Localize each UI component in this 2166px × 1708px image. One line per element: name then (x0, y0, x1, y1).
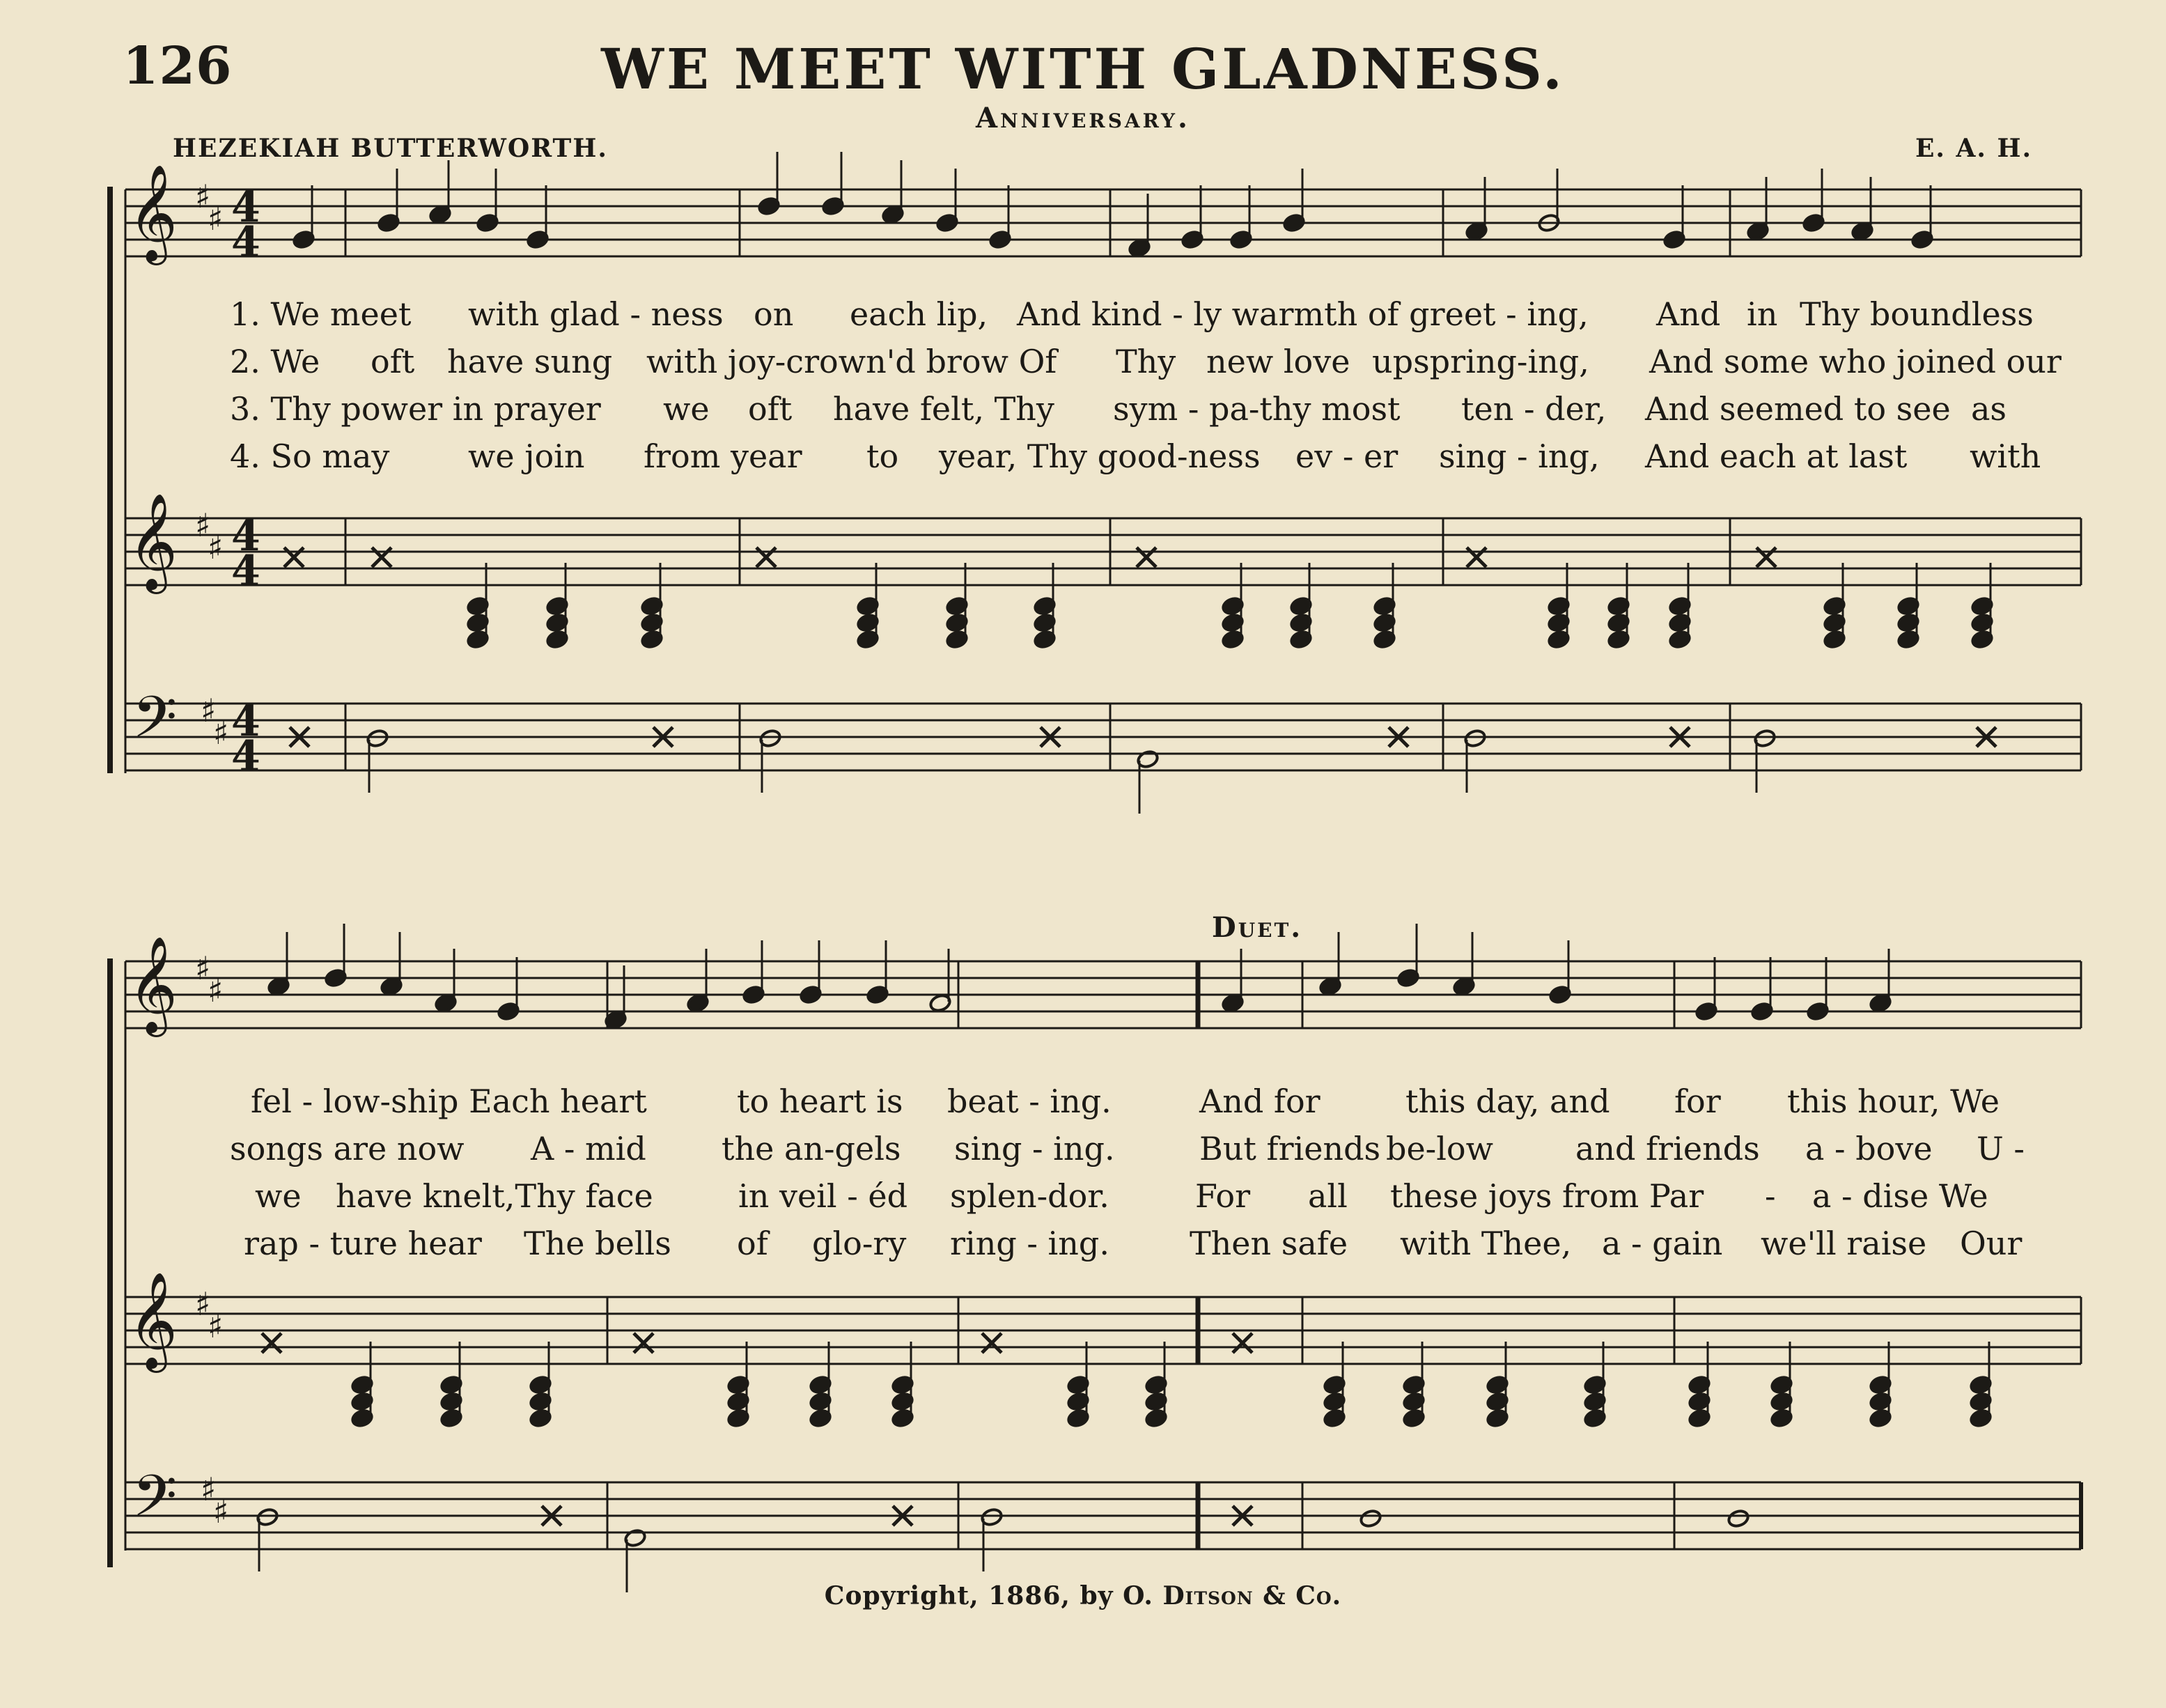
lyric-syllable: But friends (1199, 1130, 1381, 1167)
lyric-syllable: on (754, 295, 794, 333)
rest-symbol (756, 548, 776, 567)
lyric-syllable: to heart is (737, 1082, 903, 1120)
lyric-syllable: And kind - ly warmth of greet - ing, (1017, 295, 1589, 333)
page-number: 126 (123, 36, 233, 96)
lyric-syllable: ten - der, (1461, 390, 1607, 428)
lyric-syllable: with glad - ness (468, 295, 724, 333)
lyric-syllable: 3. Thy power in prayer (230, 390, 601, 428)
sharp-icon: ♯ (195, 1285, 211, 1323)
lyric-syllable: for (1674, 1082, 1721, 1120)
duet-label: Duet. (1212, 911, 1303, 944)
lyric-syllable: And each at last (1645, 437, 1908, 475)
lyric-syllable: A - mid (531, 1130, 646, 1167)
rest-symbol (372, 548, 391, 567)
lyric-syllable: a - gain (1602, 1225, 1723, 1262)
time-signature-bottom: 4 (231, 547, 260, 596)
lyric-syllable: splen-dor. (950, 1177, 1109, 1215)
lyric-syllable: have felt, Thy (833, 390, 1054, 428)
lyric-syllable: Thy (1116, 343, 1176, 380)
lyric-syllable: And for (1199, 1082, 1320, 1120)
lyric-syllable: - (1765, 1177, 1776, 1215)
bass-whole-note (1727, 1509, 1750, 1528)
time-signature-top: 4 (231, 512, 260, 561)
sharp-icon: ♯ (195, 949, 211, 987)
sharp-icon: ♯ (213, 714, 229, 752)
lyric-syllable: this hour, We (1787, 1082, 2000, 1120)
lyric-syllable: have sung (447, 343, 613, 380)
time-signature-bottom: 4 (231, 218, 260, 267)
sharp-icon: ♯ (208, 972, 224, 1009)
sharp-icon: ♯ (201, 1470, 217, 1508)
rest-symbol (1137, 548, 1156, 567)
bass-clef-icon: 𝄢 (132, 683, 178, 765)
lyric-syllable: new love (1206, 343, 1350, 380)
lyric-syllable: fel - low-ship Each heart (251, 1082, 647, 1120)
rest-symbol (1756, 548, 1776, 567)
lyric-syllable: this day, and (1405, 1082, 1610, 1120)
copyright-prefix: Copyright, 1886, by (824, 1581, 1123, 1610)
lyric-syllable: the an-gels (722, 1130, 901, 1167)
bass-clef-icon: 𝄢 (132, 1462, 178, 1544)
lyric-syllable: For (1195, 1177, 1251, 1215)
lyric-syllable: and friends (1575, 1130, 1760, 1167)
lyric-syllable: with (1970, 437, 2041, 475)
rest-symbol (634, 1333, 653, 1353)
lyric-syllable: U - (1977, 1130, 2025, 1167)
lyric-syllable: be-low (1386, 1130, 1493, 1167)
lyric-syllable: sing - ing, (1439, 437, 1600, 475)
sharp-icon: ♯ (195, 506, 211, 544)
lyric-syllable: songs are now (230, 1130, 465, 1167)
lyric-syllable: Thy boundless (1800, 295, 2034, 333)
lyric-syllable: beat - ing. (947, 1082, 1112, 1120)
treble-clef-icon: 𝄞 (128, 936, 178, 1033)
lyric-syllable: upspring-ing, (1372, 343, 1589, 380)
lyric-syllable: And (1656, 295, 1721, 333)
lyric-syllable: in veil - éd (738, 1177, 908, 1215)
lyric-syllable: of (737, 1225, 768, 1262)
sharp-icon: ♯ (201, 692, 217, 729)
lyric-syllable: in (1747, 295, 1778, 333)
lyric-syllable: we (255, 1177, 302, 1215)
lyric-syllable: we'll raise (1761, 1225, 1927, 1262)
lyric-syllable: ring - ing. (950, 1225, 1109, 1262)
lyric-syllable: ev - er (1295, 437, 1398, 475)
song-subtitle: Anniversary. (976, 102, 1190, 134)
lyric-syllable: oft (748, 390, 793, 428)
lyric-syllable: The bells (524, 1225, 671, 1262)
sharp-icon: ♯ (208, 1307, 224, 1345)
rest-symbol (284, 548, 304, 567)
lyric-syllable: Then safe (1190, 1225, 1348, 1262)
song-title: WE MEET WITH GLADNESS. (601, 36, 1565, 102)
lyric-syllable: as (1971, 390, 2007, 428)
time-signature-bottom: 4 (231, 732, 260, 781)
lyric-syllable: these joys from Par (1390, 1177, 1704, 1215)
lyric-syllable: sym - pa-thy most (1113, 390, 1401, 428)
lyric-syllable: And seemed to see (1645, 390, 1951, 428)
lyric-syllable: 2. We (230, 343, 320, 380)
sharp-icon: ♯ (213, 1493, 229, 1530)
lyric-syllable: 1. We meet (230, 295, 412, 333)
rest-symbol (1467, 548, 1486, 567)
lyric-syllable: sing - ing. (954, 1130, 1115, 1167)
copyright-notice (0, 1581, 2166, 1610)
composer-credit: E. A. H. (1915, 134, 2032, 163)
lyric-syllable: Our (1960, 1225, 2023, 1262)
lyric-syllable: a - dise We (1812, 1177, 1988, 1215)
sharp-icon: ♯ (208, 200, 224, 238)
treble-clef-icon: 𝄞 (128, 1272, 178, 1369)
sharp-icon: ♯ (208, 529, 224, 566)
time-signature-top: 4 (231, 697, 260, 746)
lyric-syllable: glo-ry (812, 1225, 907, 1262)
lyric-syllable: to (866, 437, 899, 475)
treble-clef-icon: 𝄞 (128, 493, 178, 590)
lyric-syllable: we join (468, 437, 585, 475)
treble-clef-icon: 𝄞 (128, 164, 178, 261)
lyric-syllable: we (663, 390, 710, 428)
lyric-syllable: with Thee, (1400, 1225, 1572, 1262)
rest-symbol (982, 1333, 1002, 1353)
lyric-syllable: 4. So may (230, 437, 390, 475)
time-signature-top: 4 (231, 183, 260, 232)
lyricist-credit: HEZEKIAH BUTTERWORTH. (173, 134, 608, 163)
sharp-icon: ♯ (195, 178, 211, 215)
lyric-syllable: rap - ture hear (244, 1225, 482, 1262)
lyric-syllable: all (1308, 1177, 1348, 1215)
copyright-publisher: O. Ditson & Co. (1123, 1581, 1342, 1610)
bass-whole-note (1359, 1509, 1382, 1528)
lyric-syllable: a - bove (1805, 1130, 1933, 1167)
lyric-syllable: from year (644, 437, 802, 475)
lyric-syllable: have knelt,Thy face (336, 1177, 653, 1215)
lyric-syllable: oft (371, 343, 415, 380)
rest-symbol (1233, 1333, 1252, 1353)
lyric-syllable: each lip, (850, 295, 988, 333)
rest-symbol (262, 1333, 281, 1353)
lyric-syllable: with joy-crown'd brow Of (646, 343, 1057, 380)
lyric-syllable: year, Thy good-ness (939, 437, 1261, 475)
lyric-syllable: And some who joined our (1649, 343, 2062, 380)
